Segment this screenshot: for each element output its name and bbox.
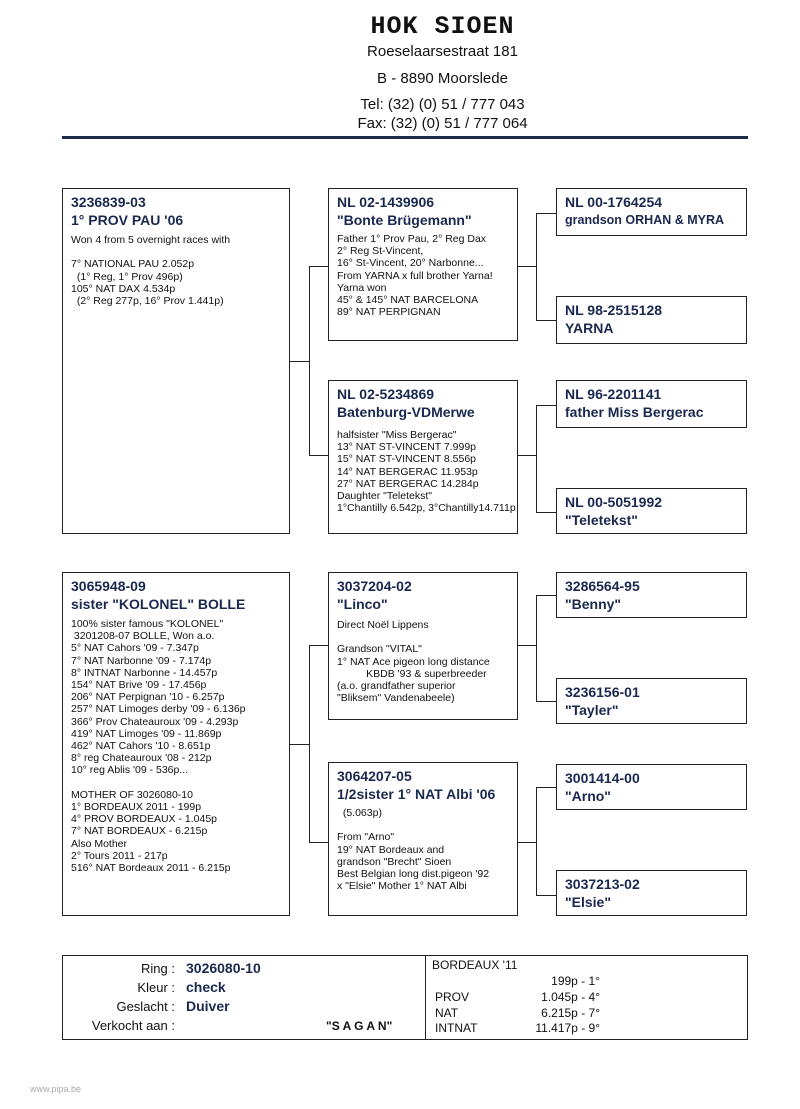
ring-number: NL 98-2515128 [565, 302, 663, 318]
pigeon-name: "Benny" [565, 596, 622, 612]
connector [309, 645, 329, 646]
address-city: B - 8890 Moorslede [377, 70, 508, 87]
ring-number: NL 96-2201141 [565, 386, 662, 402]
connector [289, 744, 310, 745]
pigeon-name: Batenburg-VDMerwe [337, 404, 475, 420]
dam-mother-mother-card [556, 870, 747, 916]
sire-father-card [328, 188, 518, 341]
connector [309, 455, 329, 456]
sold-to-label: Verkocht aan : [91, 1018, 175, 1033]
race-title: BORDEAUX '11 [432, 958, 518, 972]
result-level: NAT [435, 1006, 459, 1020]
ring-number: 3037213-02 [565, 876, 640, 892]
connector [536, 213, 557, 214]
pigeon-name: 1° PROV PAU '06 [71, 212, 184, 228]
pigeon-details: Father 1° Prov Pau, 2° Reg Dax 2° Reg St-Vincent, 16° St-Vincent, 20° Narbonne... From YARNA x full brother Yarna! Yarna won 45° & 145° NAT BARCELONA 89° NAT PERPIGNAN [337, 233, 493, 319]
connector [536, 787, 557, 788]
pigeon-name: "Bonte Brügemann" [337, 212, 472, 228]
color-value: check [186, 979, 226, 995]
pigeon-details: 100% sister famous "KOLONEL" 3201208-07 BOLLE, Won a.o. 5° NAT Cahors '09 - 7.347p 7° NAT Narbonne '09 - 7.174p 8° INTNAT Narbonne - 14.457p 154° NAT Brive '09 - 17.456p 206° NAT Perpignan '10 - 6.257p 257° NAT Limoges derby '09 - 6.136p 366° Prov Chateauroux '09 - 4.293p 419° NAT Limoges '09 - 11.869p 462° NAT Cahors '10 - 8.651p 8° reg Chateauroux '08 - 212p 10° reg Ablis '09 - 536p... MOTHER OF 3026080-10 1° BORDEAUX 2011 - 199p 4° PROV BORDEAUX - 1.045p 7° NAT BORDEAUX - 6.215p Also Mother 2° Tours 2011 - 217p 516° NAT Bordeaux 2011 - 6.215p [71, 618, 246, 875]
ring-number: 3064207-05 [337, 768, 412, 784]
dam-father-mother-card [556, 678, 747, 724]
dam-mother-father-card [556, 764, 747, 810]
sire-mother-father-card [556, 380, 747, 428]
connector [536, 595, 557, 596]
pigeon-name: "Arno" [565, 788, 611, 804]
connector [536, 595, 537, 701]
sire-mother-mother-card [556, 488, 747, 534]
sold-to-value: "S A G A N" [326, 1019, 393, 1033]
pigeon-name: grandson ORHAN & MYRA [565, 213, 725, 227]
fax-number: Fax: (32) (0) 51 / 777 064 [357, 115, 528, 132]
result-value: 1.045p - 4° [541, 990, 600, 1004]
result-value: 6.215p - 7° [541, 1006, 600, 1020]
connector [289, 361, 310, 362]
ring-label: Ring : [141, 961, 175, 976]
sire-father-father-card [556, 188, 747, 236]
result-level: INTNAT [435, 1021, 478, 1035]
ring-number: NL 02-5234869 [337, 386, 435, 402]
ring-number: 3001414-00 [565, 770, 640, 786]
pigeon-details: Direct Noël Lippens Grandson "VITAL" 1° NAT Ace pigeon long distance KBDB '93 & superbreeder (a.o. grandfather superior "Bliksem" Vandenabeele) [337, 619, 490, 705]
sex-label: Geslacht : [116, 999, 175, 1014]
pigeon-name: sister "KOLONEL" BOLLE [71, 596, 246, 612]
connector [536, 512, 557, 513]
connector [536, 895, 557, 896]
result-value: 199p - 1° [551, 974, 600, 988]
connector [517, 842, 537, 843]
pigeon-name: "Teletekst" [565, 512, 638, 528]
pigeon-name: "Tayler" [565, 702, 619, 718]
ring-number: NL 00-5051992 [565, 494, 663, 510]
loft-name: HOK SIOEN [370, 12, 515, 41]
ring-number: 3286564-95 [565, 578, 640, 594]
connector [517, 266, 537, 267]
connector [536, 787, 537, 895]
color-label: Kleur : [137, 980, 175, 995]
pigeon-name: father Miss Bergerac [565, 404, 704, 420]
sire-mother-card [328, 380, 518, 534]
dam-father-father-card [556, 572, 747, 618]
sire-father-mother-card [556, 296, 747, 344]
result-level: PROV [435, 990, 470, 1004]
connector [536, 405, 557, 406]
connector [309, 842, 329, 843]
ring-number: 3236156-01 [565, 684, 640, 700]
sex-value: Duiver [186, 998, 230, 1014]
connector [536, 701, 557, 702]
pigeon-name: YARNA [565, 320, 614, 336]
result-value: 11.417p - 9° [535, 1021, 600, 1035]
ring-number: NL 02-1439906 [337, 194, 435, 210]
watermark: www.pipa.be [30, 1084, 82, 1094]
pigeon-details: halfsister "Miss Bergerac" 13° NAT ST-VINCENT 7.999p 15° NAT ST-VINCENT 8.556p 14° NAT BERGERAC 11.953p 27° NAT BERGERAC 14.284p Daughter "Teletekst" 1°Chantilly 6.542p, 3°Chantilly14.711p [337, 429, 516, 515]
connector [517, 645, 537, 646]
connector [309, 645, 310, 842]
pigeon-name: "Linco" [337, 596, 388, 612]
pigeon-name: "Elsie" [565, 894, 611, 910]
dam-mother-card [328, 762, 518, 916]
connector [536, 213, 537, 320]
dam-card [62, 572, 290, 916]
ring-number: 3236839-03 [71, 194, 146, 210]
pigeon-details: Won 4 from 5 overnight races with 7° NATIONAL PAU 2.052p (1° Reg, 1° Prov 496p) 105° NAT DAX 4.534p (2° Reg 277p, 16° Prov 1.441p) [71, 234, 231, 308]
phone-number: Tel: (32) (0) 51 / 777 043 [360, 96, 525, 113]
connector [536, 405, 537, 512]
dam-father-card [328, 572, 518, 720]
sire-card [62, 188, 290, 534]
pigeon-name: 1/2sister 1° NAT Albi '06 [337, 786, 496, 802]
connector [517, 455, 537, 456]
header-divider [62, 136, 748, 139]
connector [309, 266, 329, 267]
ring-number: 3065948-09 [71, 578, 146, 594]
pigeon-details: (5.063p) From "Arno" 19° NAT Bordeaux and grandson "Brecht" Sioen Best Belgian long dist.pigeon '92 x "Elsie" Mother 1° NAT Albi [337, 807, 490, 893]
connector [309, 266, 310, 455]
ring-value: 3026080-10 [186, 960, 261, 976]
panel-divider [425, 956, 426, 1039]
ring-number: NL 00-1764254 [565, 194, 663, 210]
address-street: Roeselaarsestraat 181 [367, 43, 518, 60]
ring-number: 3037204-02 [337, 578, 412, 594]
connector [536, 320, 557, 321]
